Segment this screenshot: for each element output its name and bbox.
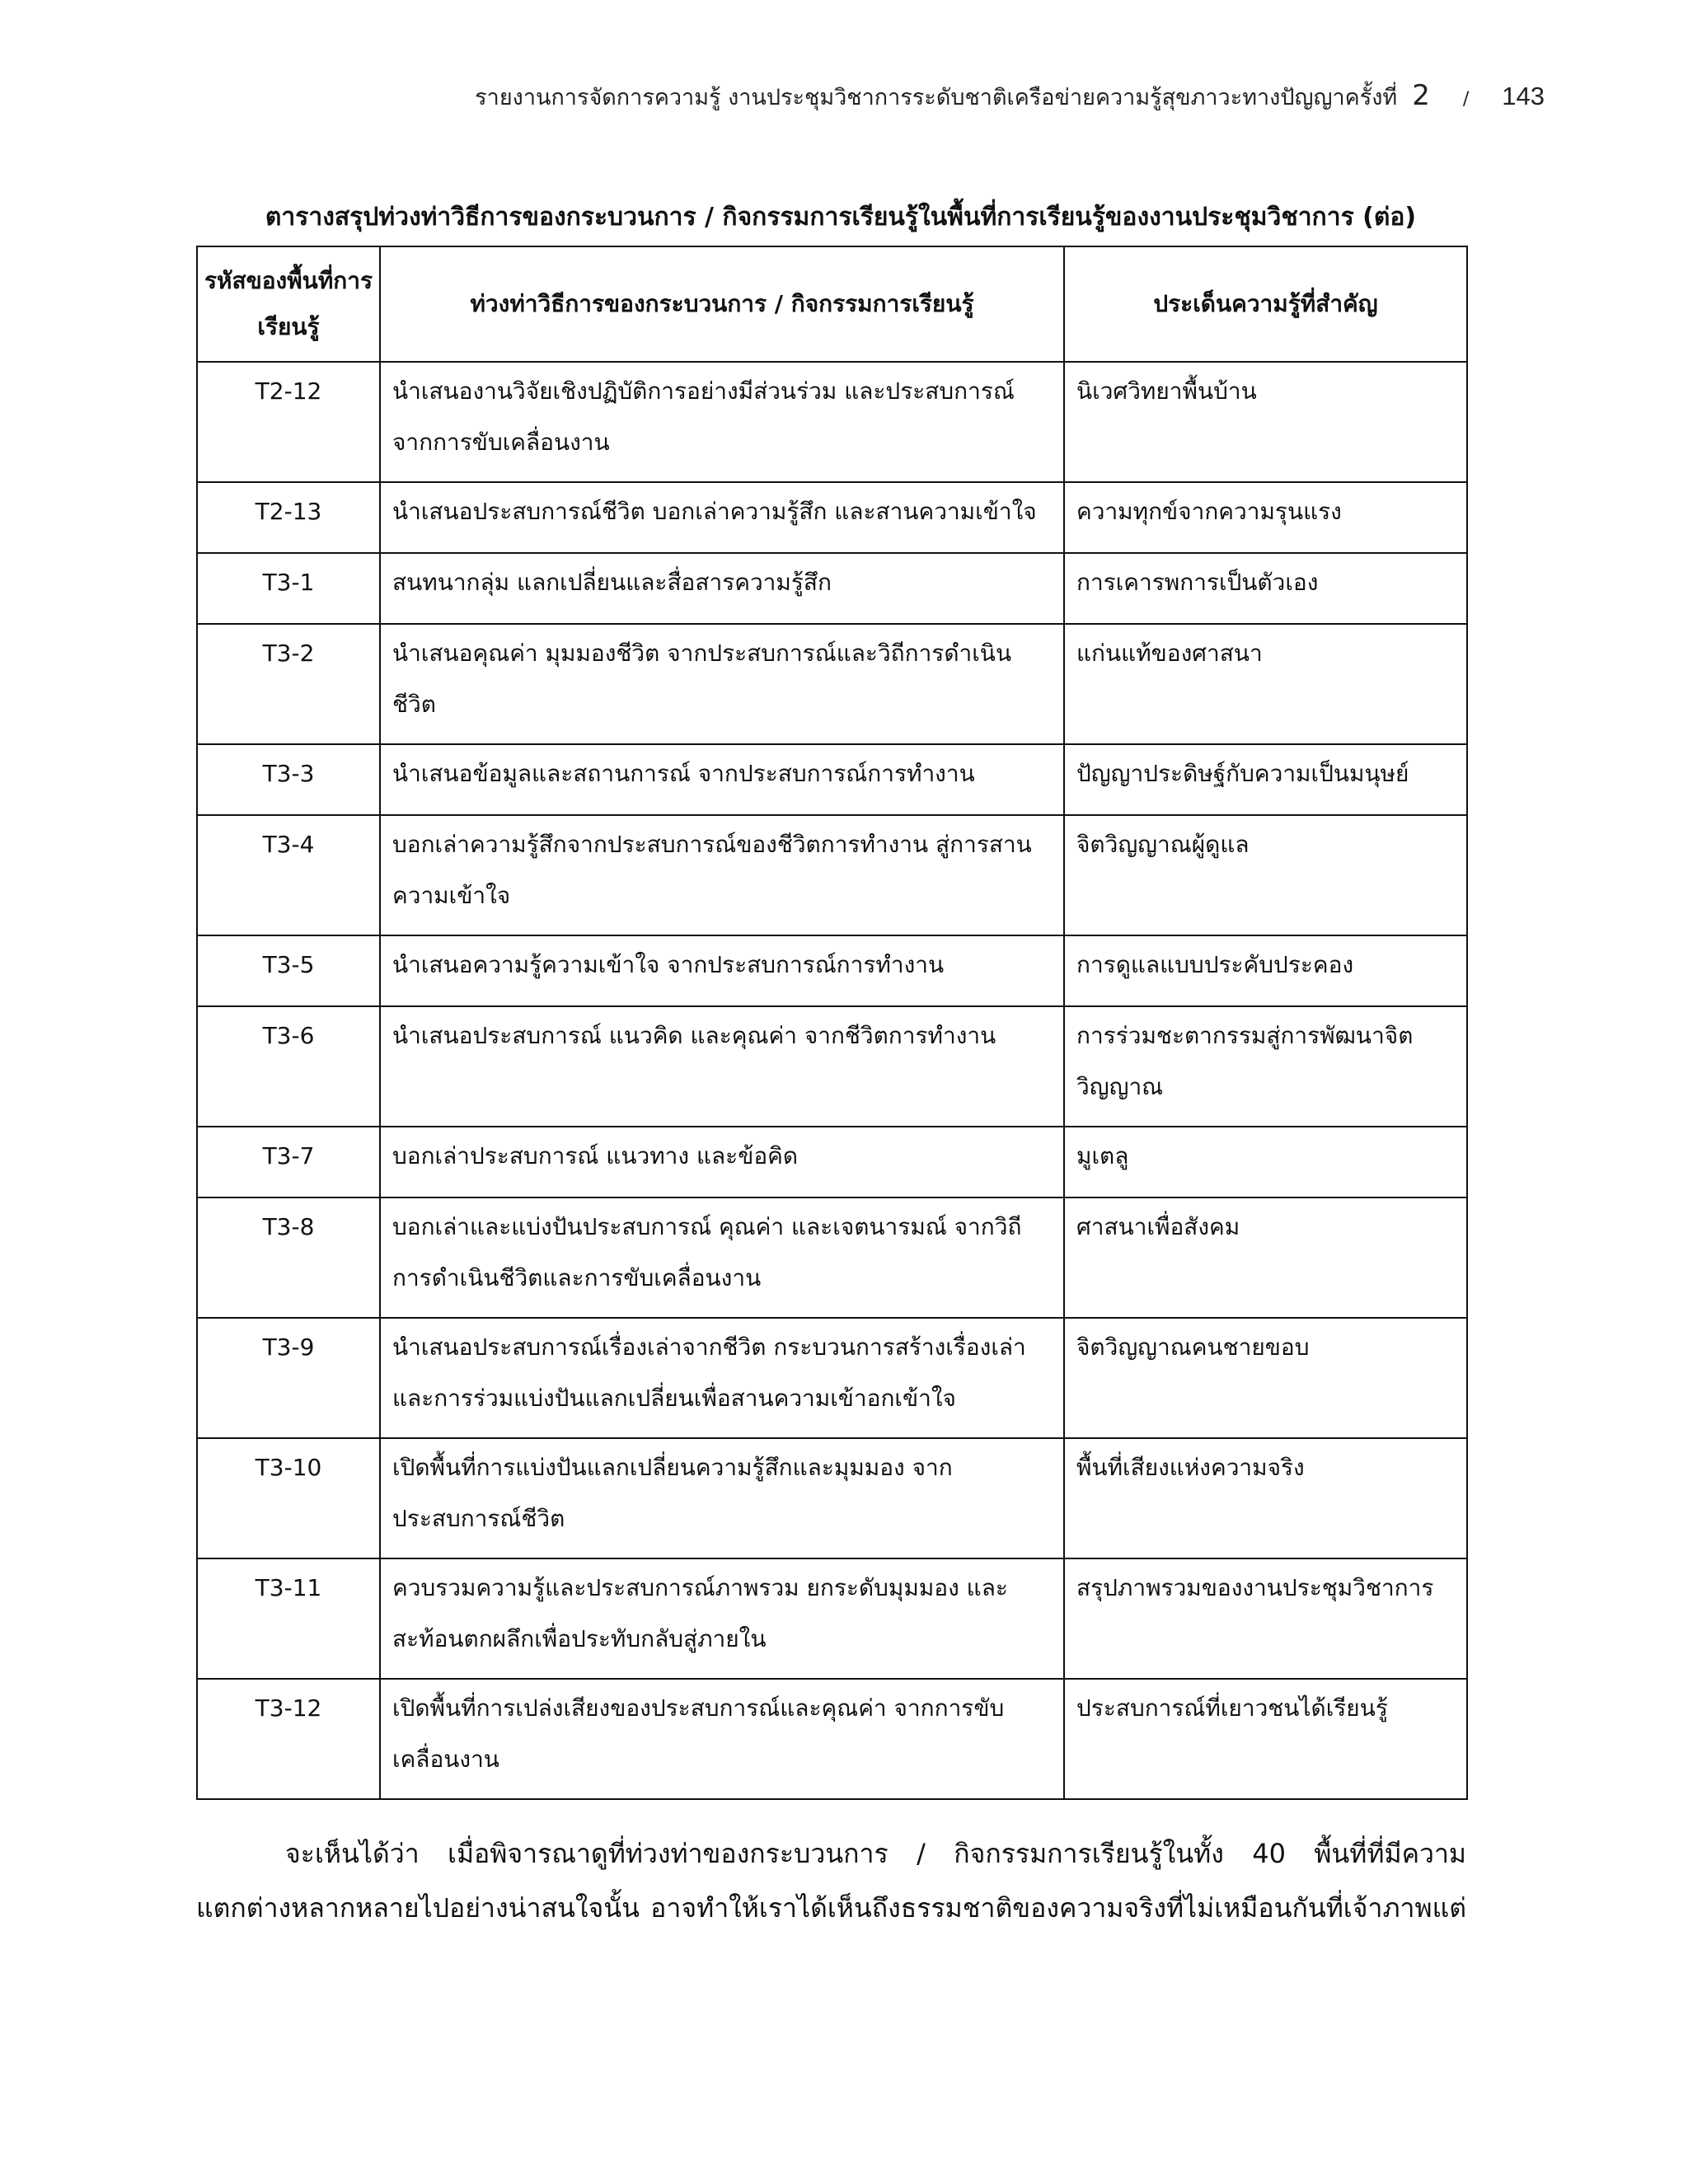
- cell-code: T3-5: [197, 935, 380, 1006]
- cell-code: T2-13: [197, 482, 380, 553]
- cell-method: นำเสนอประสบการณ์ แนวคิด และคุณค่า จากชีวิตการทำงาน: [380, 1006, 1064, 1127]
- cell-method: บอกเล่าประสบการณ์ แนวทาง และข้อคิด: [380, 1127, 1064, 1197]
- header-code: รหัสของพื้นที่การเรียนรู้: [197, 246, 380, 362]
- cell-issue: สรุปภาพรวมของงานประชุมวิชาการ: [1064, 1558, 1467, 1679]
- table-row: [197, 1318, 1467, 1438]
- table-row: [197, 1558, 1467, 1679]
- table-row: [197, 362, 1467, 482]
- cell-issue: การเคารพการเป็นตัวเอง: [1064, 553, 1467, 624]
- cell-issue: ความทุกข์จากความรุนแรง: [1064, 482, 1467, 553]
- cell-issue: จิตวิญญาณคนชายขอบ: [1064, 1318, 1467, 1438]
- cell-method: เปิดพื้นที่การเปล่งเสียงของประสบการณ์และคุณค่า จากการขับเคลื่อนงาน: [380, 1679, 1064, 1799]
- cell-method: ควบรวมความรู้และประสบการณ์ภาพรวม ยกระดับมุมมอง และสะท้อนตกผลึกเพื่อประทับกลับสู่ภายใน: [380, 1558, 1064, 1679]
- cell-issue: แก่นแท้ของศาสนา: [1064, 624, 1467, 744]
- cell-code: T3-7: [197, 1127, 380, 1197]
- cell-code: T3-6: [197, 1006, 380, 1127]
- header-issue: ประเด็นความรู้ที่สำคัญ: [1064, 246, 1467, 362]
- cell-code: T3-10: [197, 1438, 380, 1558]
- cell-method: บอกเล่าความรู้สึกจากประสบการณ์ของชีวิตการทำงาน สู่การสานความเข้าใจ: [380, 815, 1064, 935]
- header-edition: 2: [1412, 79, 1430, 112]
- table-row: [197, 1006, 1467, 1127]
- table-row: [197, 1127, 1467, 1197]
- cell-issue: ปัญญาประดิษฐ์กับความเป็นมนุษย์: [1064, 744, 1467, 815]
- table-header-row: [197, 246, 1467, 362]
- table-row: [197, 482, 1467, 553]
- cell-method: บอกเล่าและแบ่งปันประสบการณ์ คุณค่า และเจตนารมณ์ จากวิถีการดำเนินชีวิตและการขับเคลื่อนงาน: [380, 1197, 1064, 1318]
- table-row: [197, 935, 1467, 1006]
- cell-issue: การดูแลแบบประคับประคอง: [1064, 935, 1467, 1006]
- cell-issue: การร่วมชะตากรรมสู่การพัฒนาจิตวิญญาณ: [1064, 1006, 1467, 1127]
- header-separator: /: [1462, 89, 1470, 110]
- table-row: [197, 1197, 1467, 1318]
- cell-issue: พื้นที่เสียงแห่งความจริง: [1064, 1438, 1467, 1558]
- table-row: [197, 1679, 1467, 1799]
- running-header: [475, 79, 1545, 115]
- cell-method: นำเสนอประสบการณ์เรื่องเล่าจากชีวิต กระบวนการสร้างเรื่องเล่าและการร่วมแบ่งปันแลกเปลี่ยนเพื่อสานความเข้าอกเข้าใจ: [380, 1318, 1064, 1438]
- cell-method: เปิดพื้นที่การแบ่งปันแลกเปลี่ยนความรู้สึกและมุมมอง จากประสบการณ์ชีวิต: [380, 1438, 1064, 1558]
- cell-code: T3-9: [197, 1318, 380, 1438]
- cell-code: T3-8: [197, 1197, 380, 1318]
- cell-method: นำเสนองานวิจัยเชิงปฏิบัติการอย่างมีส่วนร่วม และประสบการณ์จากการขับเคลื่อนงาน: [380, 362, 1064, 482]
- cell-code: T3-2: [197, 624, 380, 744]
- cell-code: T3-11: [197, 1558, 380, 1679]
- body-paragraph: [196, 1826, 1466, 1935]
- paragraph-line-1: จะเห็นได้ว่า เมื่อพิจารณาดูที่ท่วงท่าของกระบวนการ / กิจกรรมการเรียนรู้ในทั้ง 40 พื้นที่ที่มีความ: [285, 1838, 1466, 1869]
- cell-method: นำเสนอคุณค่า มุมมองชีวิต จากประสบการณ์และวิถีการดำเนินชีวิต: [380, 624, 1064, 744]
- cell-method: นำเสนอความรู้ความเข้าใจ จากประสบการณ์การทำงาน: [380, 935, 1064, 1006]
- table-row: [197, 624, 1467, 744]
- paragraph-line-2: แตกต่างหลากหลายไปอย่างน่าสนใจนั้น อาจทำให้เราได้เห็นถึงธรรมชาติของความจริงที่ไม่เหมือนกันที่เจ้าภาพแต่: [196, 1892, 1466, 1924]
- table-row: [197, 815, 1467, 935]
- table-row: [197, 744, 1467, 815]
- cell-issue: นิเวศวิทยาพื้นบ้าน: [1064, 362, 1467, 482]
- cell-code: T3-12: [197, 1679, 380, 1799]
- cell-method: นำเสนอประสบการณ์ชีวิต บอกเล่าความรู้สึก และสานความเข้าใจ: [380, 482, 1064, 553]
- cell-code: T3-1: [197, 553, 380, 624]
- cell-code: T2-12: [197, 362, 380, 482]
- header-method: ท่วงท่าวิธีการของกระบวนการ / กิจกรรมการเรียนรู้: [380, 246, 1064, 362]
- cell-code: T3-4: [197, 815, 380, 935]
- cell-code: T3-3: [197, 744, 380, 815]
- cell-method: สนทนากลุ่ม แลกเปลี่ยนและสื่อสารความรู้สึก: [380, 553, 1064, 624]
- table-caption: ตารางสรุปท่วงท่าวิธีการของกระบวนการ / กิจกรรมการเรียนรู้ในพื้นที่การเรียนรู้ของงานประชุมวิชาการ (ต่อ): [265, 203, 1417, 232]
- cell-issue: ประสบการณ์ที่เยาวชนได้เรียนรู้: [1064, 1679, 1467, 1799]
- table-row: [197, 553, 1467, 624]
- cell-method: นำเสนอข้อมูลและสถานการณ์ จากประสบการณ์การทำงาน: [380, 744, 1064, 815]
- header-title: รายงานการจัดการความรู้ งานประชุมวิชาการระดับชาติเครือข่ายความรู้สุขภาวะทางปัญญาครั้งที่: [475, 85, 1398, 110]
- summary-table: [196, 246, 1468, 1800]
- cell-issue: มูเตลู: [1064, 1127, 1467, 1197]
- table-row: [197, 1438, 1467, 1558]
- cell-issue: ศาสนาเพื่อสังคม: [1064, 1197, 1467, 1318]
- page-number: 143: [1502, 82, 1545, 110]
- cell-issue: จิตวิญญาณผู้ดูแล: [1064, 815, 1467, 935]
